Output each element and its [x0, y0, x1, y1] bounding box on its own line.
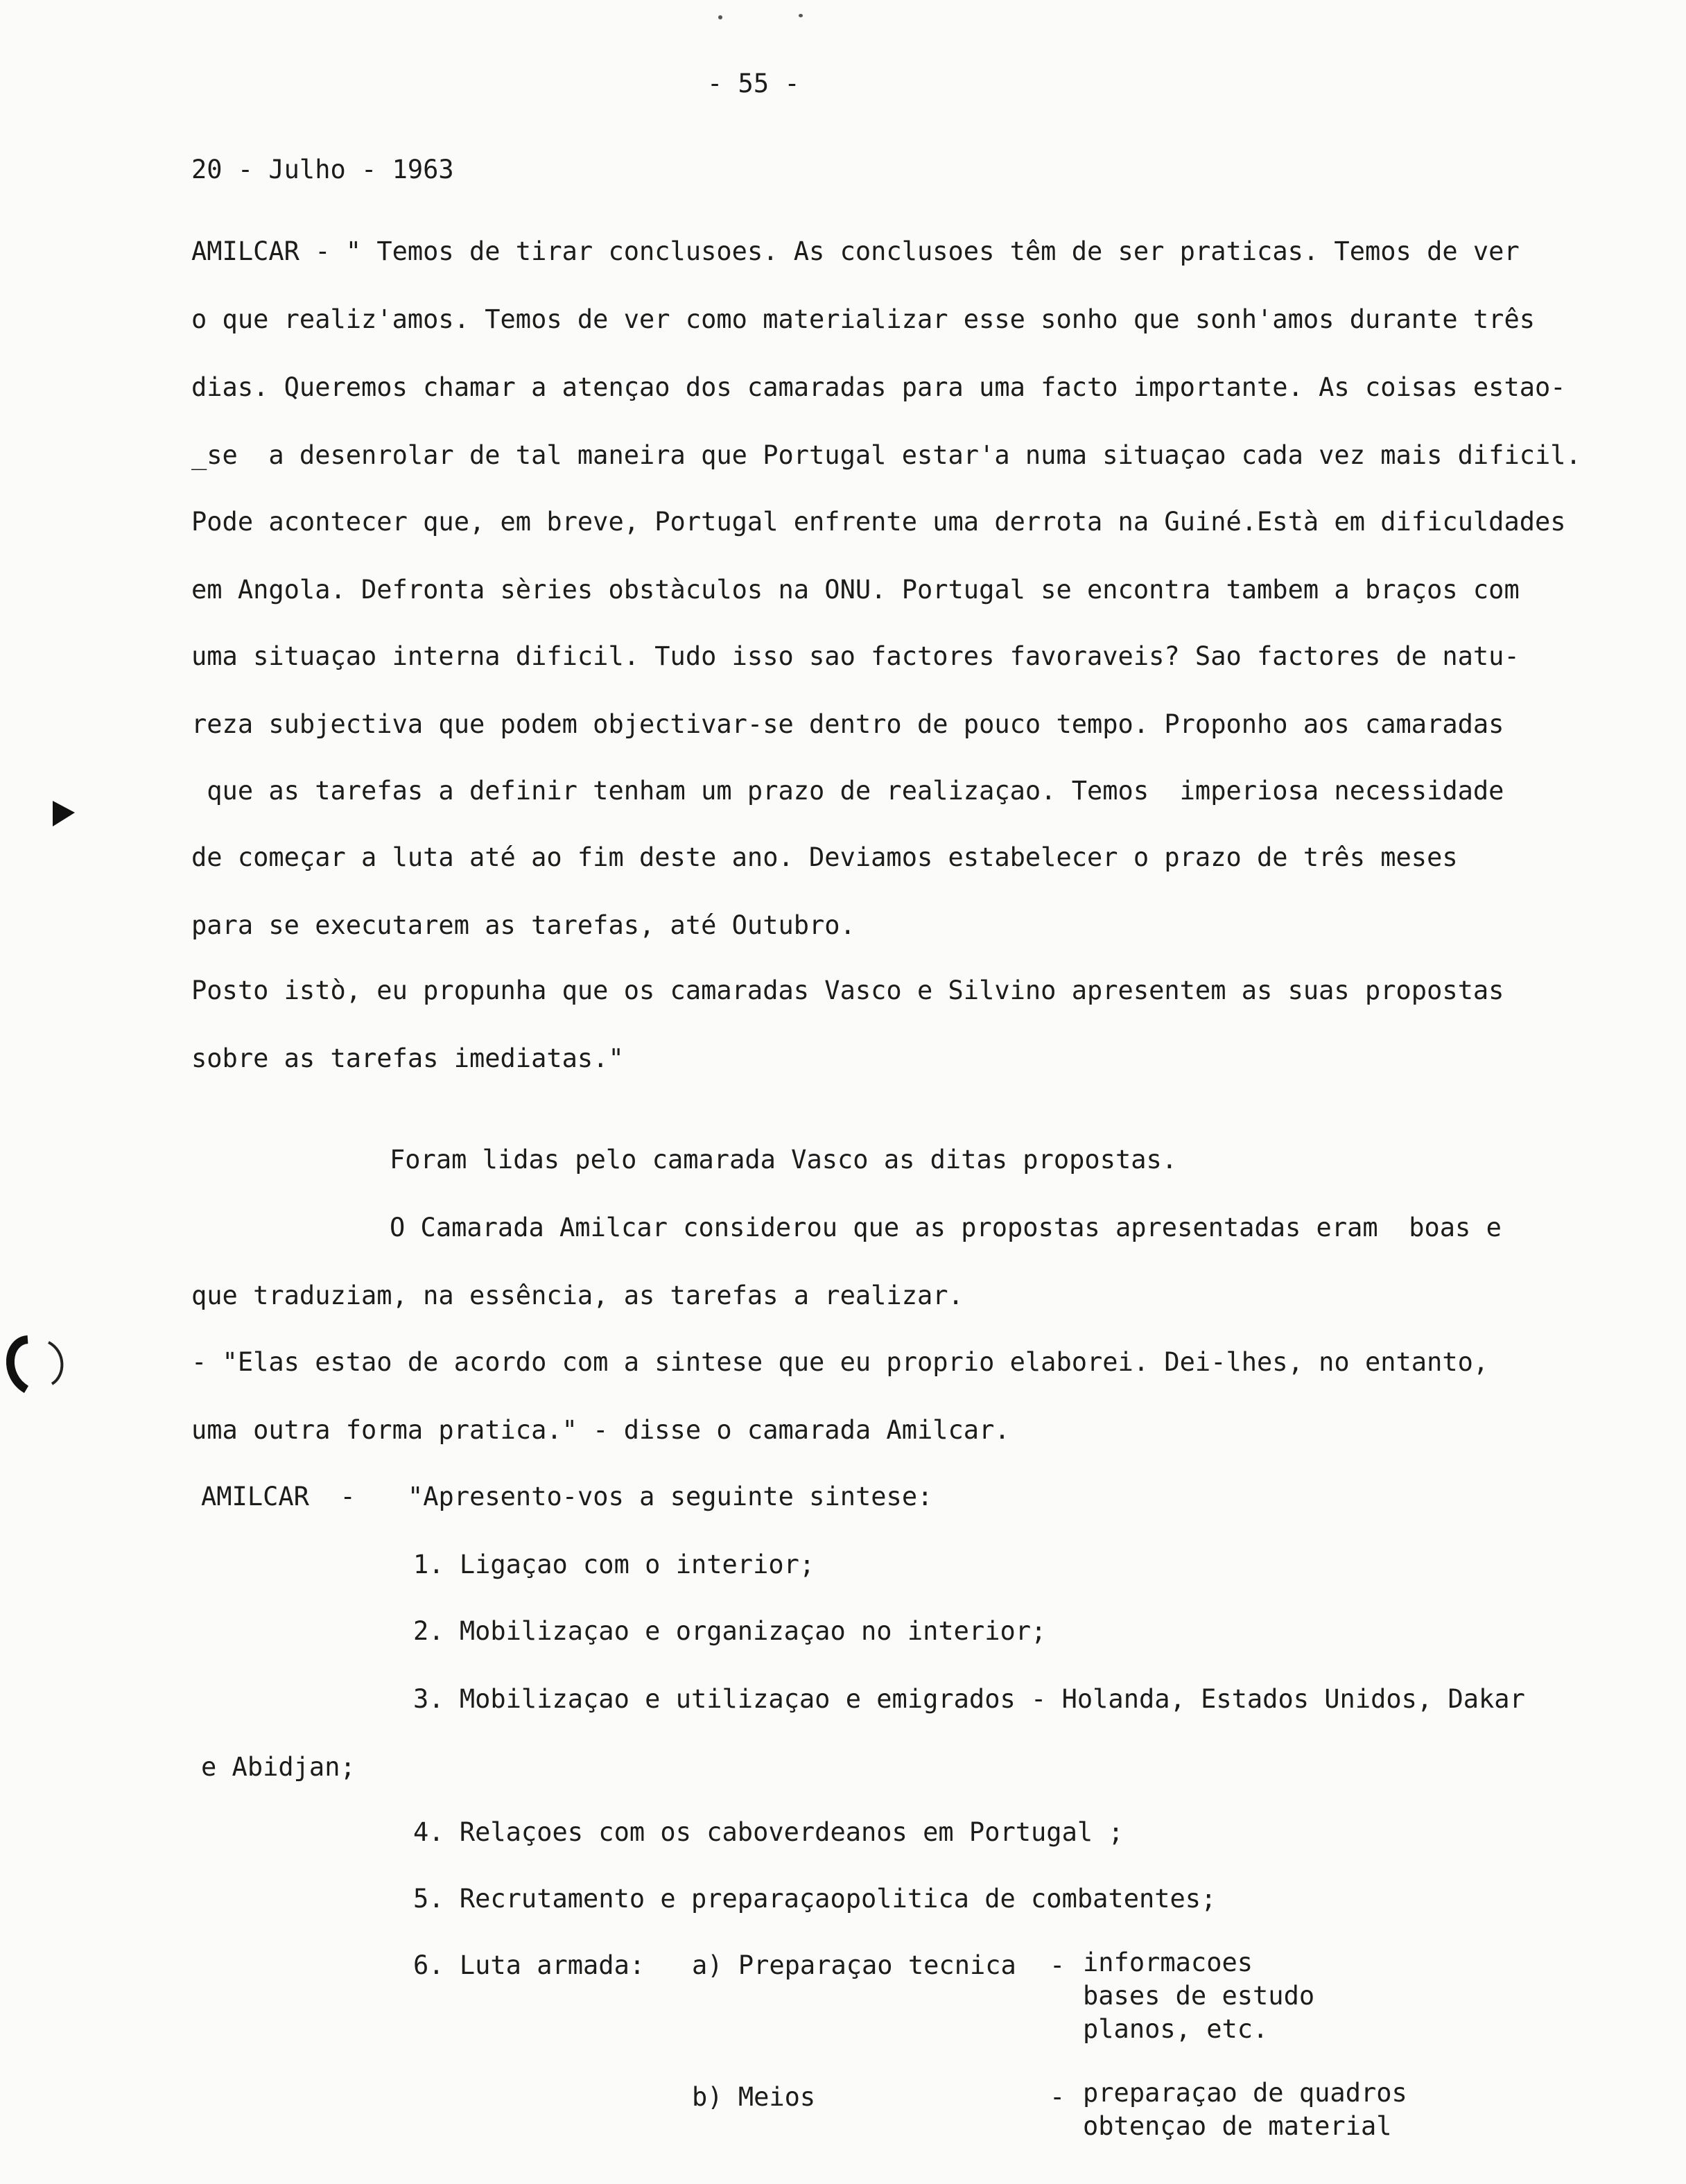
speech-line: Pode acontecer que, em breve, Portugal enfrente uma derrota na Guiné.Està em dificuldades: [191, 507, 1566, 537]
sub-item-label: b) Meios: [692, 2082, 816, 2112]
speaker-name: AMILCAR -: [191, 236, 346, 266]
narration-line: O Camarada Amilcar considerou que as propostas apresentadas eram boas e: [390, 1213, 1502, 1242]
speech-text: " Temos de tirar conclusoes. As conclusoes têm de ser praticas. Temos de ver: [345, 236, 1520, 266]
speech-line: o que realiz'amos. Temos de ver como materializar esse sonho que sonh'amos durante três: [191, 304, 1536, 334]
speech-line: reza subjectiva que podem objectivar-se dentro de pouco tempo. Proponho aos camaradas: [191, 709, 1504, 739]
speech-line: _se a desenrolar de tal maneira que Portugal estar'a numa situaçao cada vez mais dificil.: [191, 440, 1581, 470]
synthesis-intro: "Apresento-vos a seguinte sintese:: [408, 1482, 933, 1511]
speech-line: uma situaçao interna dificil. Tudo isso sao factores favoraveis? Sao factores de natu-: [191, 641, 1520, 671]
speech-line: dias. Queremos chamar a atençao dos camaradas para uma facto importante. As coisas estao-: [191, 372, 1566, 402]
speech-line: Posto istò, eu propunha que os camaradas Vasco e Silvino apresentem as suas propostas: [191, 976, 1504, 1005]
page-number: - 55 -: [707, 69, 800, 98]
quote-line: - "Elas estao de acordo com a sintese que eu proprio elaborei. Dei-lhes, no entanto,: [191, 1347, 1489, 1377]
synthesis-speaker: AMILCAR -: [201, 1482, 356, 1511]
scan-speck: [718, 15, 722, 19]
quote-line: uma outra forma pratica." - disse o camarada Amilcar.: [191, 1415, 1010, 1445]
list-item: 3. Mobilizaçao e utilizaçao e emigrados - Holanda, Estados Unidos, Dakar: [413, 1684, 1525, 1714]
scan-speck: [799, 14, 803, 17]
list-item: 1. Ligaçao com o interior;: [413, 1550, 815, 1579]
sub-item-dash: -: [1050, 1950, 1066, 1980]
sub-item-detail: preparaçao de quadros: [1083, 2078, 1407, 2108]
speech-line: de começar a luta até ao fim deste ano. Deviamos estabelecer o prazo de três meses: [191, 842, 1458, 872]
sub-item-label: a) Preparaçao tecnica: [692, 1950, 1016, 1980]
binder-hole-mark: [0, 1334, 76, 1396]
list-item: 6. Luta armada:: [413, 1950, 645, 1980]
sub-item-detail: informacoes: [1083, 1948, 1253, 1977]
speech-line: que as tarefas a definir tenham um prazo de realizaçao. Temos imperiosa necessidade: [191, 776, 1504, 806]
speech-line: para se executarem as tarefas, até Outubro.: [191, 910, 855, 940]
narration-line: que traduziam, na essência, as tarefas a realizar.: [191, 1281, 964, 1310]
speech-line: em Angola. Defronta sèries obstàculos na ONU. Portugal se encontra tambem a braços com: [191, 575, 1520, 605]
list-item: 5. Recrutamento e preparaçaopolitica de combatentes;: [413, 1884, 1217, 1914]
binder-hole-mark: [32, 797, 80, 832]
speech-line: sobre as tarefas imediatas.": [191, 1043, 624, 1073]
list-item: 2. Mobilizaçao e organizaçao no interior;: [413, 1616, 1047, 1646]
speech-line: [191, 236, 1520, 268]
list-item: 4. Relaçoes com os caboverdeanos em Portugal ;: [413, 1817, 1124, 1847]
sub-item-detail: bases de estudo: [1083, 1981, 1315, 2011]
narration-line: Foram lidas pelo camarada Vasco as ditas propostas.: [390, 1145, 1178, 1175]
list-item-continuation: e Abidjan;: [201, 1752, 356, 1782]
document-date: 20 - Julho - 1963: [191, 155, 454, 184]
sub-item-detail: obtençao de material: [1083, 2111, 1392, 2141]
sub-item-detail: planos, etc.: [1083, 2014, 1269, 2044]
sub-item-dash: -: [1050, 2082, 1066, 2112]
